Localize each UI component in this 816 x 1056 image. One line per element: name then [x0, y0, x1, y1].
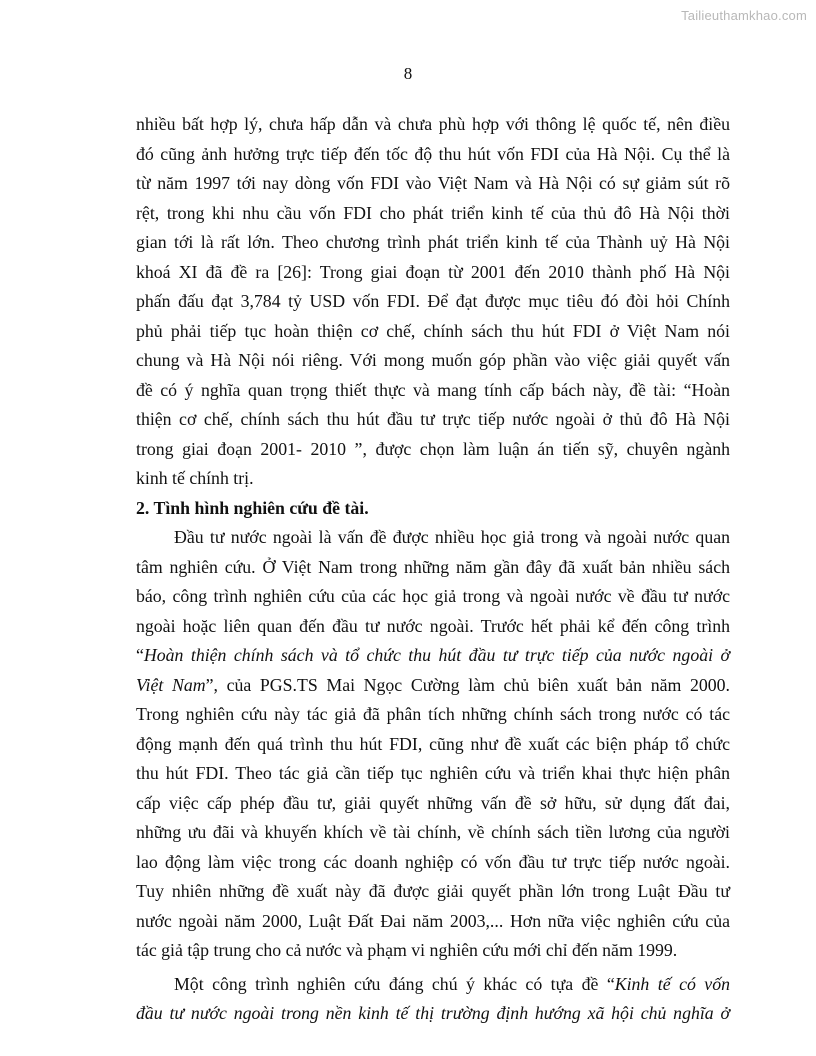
text-line: thiện cơ chế, chính sách thu hút đầu tư trực tiếp nước ngoài ở thủ đô Hà Nội [136, 409, 730, 429]
text-line: phấn đấu đạt 3,784 tỷ USD vốn FDI. Để đạt được mục tiêu đó đòi hỏi Chính [136, 291, 730, 311]
book-title-italic-end: Việt Nam [136, 674, 206, 695]
text-line [136, 641, 730, 671]
text-line [136, 999, 730, 1029]
paragraph-another-study [136, 970, 730, 1029]
text-line: tác giả tập trung cho cả nước và phạm vi nghiên cứu mới chỉ đến năm 1999. [136, 940, 678, 960]
text-line: Tuy nhiên những đề xuất này đã được giải quyết phần lớn trong Luật Đầu tư [136, 881, 730, 901]
text-after-title: ”, của PGS.TS Mai Ngọc Cường làm chủ biên xuất bản năm 2000. [205, 674, 730, 695]
study-title-italic: Kinh tế có vốn [614, 973, 730, 994]
text-line: đề có ý nghĩa quan trọng thiết thực và mang tính cấp bách này, đề tài: “Hoàn [136, 379, 730, 400]
text-line: đó cũng ảnh hưởng trực tiếp đến tốc độ thu hút vốn FDI của Hà Nội. Cụ thể là [136, 143, 730, 164]
text-line: Trong nghiên cứu này tác giả đã phân tích những chính sách trong nước có tác [136, 704, 730, 724]
text-line [136, 671, 730, 701]
paragraph-research-overview [136, 523, 730, 966]
text-line: gian tới là rất lớn. Theo chương trình phát triển kinh tế của Thành uỷ Hà Nội [136, 232, 730, 252]
book-title-italic: Hoàn thiện chính sách và tổ chức thu hút đầu tư trực tiếp của nước ngoài ở [143, 645, 730, 665]
text-line: Đầu tư nước ngoài là vấn đề được nhiều học giả trong và ngoài nước quan [174, 527, 730, 547]
text-line: lao động làm việc trong các doanh nghiệp có vốn đầu tư trực tiếp nước ngoài. [136, 851, 730, 872]
text-line: cấp việc cấp phép đầu tư, giải quyết những vấn đề sở hữu, sử dụng đất đai, [136, 792, 730, 813]
document-body [136, 110, 730, 1029]
text-line: tâm nghiên cứu. Ở Việt Nam trong những năm gần đây đã xuất bản nhiều sách [136, 556, 730, 577]
text-line: rệt, trong khi nhu cầu vốn FDI cho phát triển kinh tế của thủ đô Hà Nội thời [136, 202, 730, 223]
text-line: phủ phải tiếp tục hoàn thiện cơ chế, chính sách thu hút FDI ở Việt Nam nói [136, 320, 730, 341]
text-line [136, 970, 730, 1000]
text-line: thu hút FDI. Theo tác giả cần tiếp tục nghiên cứu và triển khai thực hiện phân [136, 763, 730, 783]
text-line: ngoài hoặc liên quan đến đầu tư nước ngoài. Trước hết phải kể đến công trình [136, 615, 730, 636]
watermark: Tailieuthamkhao.com [681, 8, 807, 23]
text-line: nhiều bất hợp lý, chưa hấp dẫn và chưa phù hợp với thông lệ quốc tế, nên điều [136, 114, 730, 134]
page-number: 8 [403, 64, 413, 83]
study-title-italic-cont: đầu tư nước ngoài trong nền kinh tế thị trường định hướng xã hội chủ nghĩa ở [136, 1003, 730, 1023]
text-line: trong giai đoạn 2001- 2010 ”, được chọn làm luận án tiến sỹ, chuyên ngành [136, 438, 730, 459]
text-plain: Một công trình nghiên cứu đáng chú ý khác có tựa đề “ [174, 973, 615, 994]
text-line: động mạnh đến quá trình thu hút FDI, cũng như đề xuất các biện pháp tổ chức [136, 733, 730, 754]
text-line: báo, công trình nghiên cứu của các học giả trong và ngoài nước về đầu tư nước [136, 586, 730, 606]
text-line: nước ngoài năm 2000, Luật Đất Đai năm 2003,... Hơn nữa việc nghiên cứu của [136, 910, 730, 931]
text-line: khoá XI đã đề ra [26]: Trong giai đoạn từ 2001 đến 2010 thành phố Hà Nội [136, 261, 730, 282]
text-line: chung và Hà Nội nói riêng. Với mong muốn góp phần vào việc giải quyết vấn [136, 350, 730, 370]
text-line: kinh tế chính trị. [136, 468, 254, 488]
section-heading: 2. Tình hình nghiên cứu đề tài. [136, 497, 369, 518]
paragraph-intro-continuation [136, 110, 730, 494]
text-line: từ năm 1997 tới nay dòng vốn FDI vào Việt Nam và Hà Nội có sự giảm sút rõ [136, 173, 730, 193]
open-quote: “ [136, 645, 144, 665]
text-line: những ưu đãi và khuyến khích về tài chính, về chính sách tiền lương của người [136, 822, 730, 842]
